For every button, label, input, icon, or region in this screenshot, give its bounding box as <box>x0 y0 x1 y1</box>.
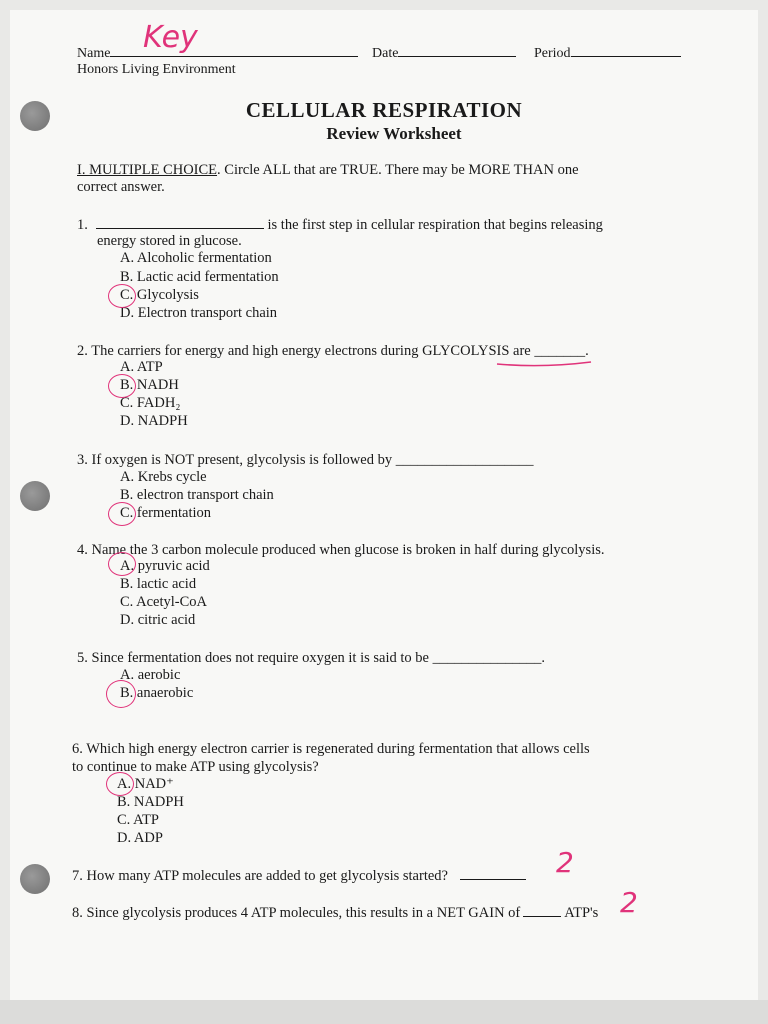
choice-2a[interactable]: A. ATP <box>120 359 163 375</box>
answer-circle <box>106 772 134 796</box>
choice-5a[interactable]: A. aerobic <box>120 667 181 683</box>
question-5 <box>77 650 545 667</box>
choice-2b[interactable]: B. NADH <box>120 377 179 393</box>
underline-mark <box>495 358 595 370</box>
choice-1c[interactable]: C. Glycolysis <box>120 287 199 303</box>
question-text: If oxygen is NOT present, glycolysis is followed by ___________________ <box>91 452 534 468</box>
page-subtitle: Review Worksheet <box>326 124 462 143</box>
choice-4a[interactable]: A. pyruvic acid <box>120 558 210 574</box>
choice-3a[interactable]: A. Krebs cycle <box>120 469 207 485</box>
question-6 <box>72 741 590 758</box>
choice-6a[interactable]: A. NAD⁺ <box>117 776 174 792</box>
question-suffix: ATP's <box>564 905 599 921</box>
question-8 <box>72 904 598 922</box>
choice-4b[interactable]: B. lactic acid <box>120 576 197 592</box>
choice-2d[interactable]: D. NADPH <box>120 413 188 429</box>
answer-circle <box>108 502 136 526</box>
question-text: The carriers for energy and high energy electrons during GLYCOLYSIS are _______. <box>91 343 589 359</box>
class-name: Honors Living Environment <box>77 62 236 77</box>
choice-3c[interactable]: C. fermentation <box>120 505 212 521</box>
choice-1b[interactable]: B. Lactic acid fermentation <box>120 269 279 285</box>
question-text-cont: energy stored in glucose. <box>97 233 242 249</box>
question-3 <box>77 452 533 469</box>
question-text: Since glycolysis produces 4 ATP molecules, this results in a NET GAIN of <box>86 905 521 921</box>
date-label: Date <box>372 46 399 61</box>
question-7 <box>72 867 526 885</box>
choice-3b[interactable]: B. electron transport chain <box>120 487 274 503</box>
answer-circle <box>108 552 136 576</box>
choice-6d[interactable]: D. ADP <box>117 830 163 846</box>
answer-circle <box>108 284 136 308</box>
period-line <box>571 44 681 57</box>
question-text: How many ATP molecules are added to get glycolysis started? <box>86 868 448 884</box>
instructions-text-2: correct answer. <box>77 179 165 195</box>
question-number: 5. <box>77 650 88 666</box>
question-text: Name the 3 carbon molecule produced when glucose is broken in half during glycolysis. <box>91 542 605 558</box>
date-row <box>372 44 516 62</box>
answer-handwritten: 2 <box>620 886 638 919</box>
question-number: 8. <box>72 905 83 921</box>
name-row <box>77 44 358 62</box>
question-number: 3. <box>77 452 88 468</box>
scan-edge <box>0 1000 768 1024</box>
question-text: Which high energy electron carrier is regenerated during fermentation that allows cells <box>86 741 590 757</box>
instructions-text: . Circle ALL that are TRUE. There may be MORE THAN one <box>217 162 579 178</box>
choice-1d[interactable]: D. Electron transport chain <box>120 305 278 321</box>
answer-blank <box>460 867 526 880</box>
period-label: Period <box>534 46 571 61</box>
choice-6b[interactable]: B. NADPH <box>117 794 184 810</box>
question-number: 6. <box>72 741 83 757</box>
choice-1a[interactable]: A. Alcoholic fermentation <box>120 250 272 266</box>
answer-blank <box>523 904 561 917</box>
choice-6c[interactable]: C. ATP <box>117 812 159 828</box>
question-number: 1. <box>77 217 88 233</box>
choice-4d[interactable]: D. citric acid <box>120 612 196 628</box>
instructions <box>77 162 579 179</box>
question-text: Since fermentation does not require oxygen it is said to be _______________. <box>91 650 545 666</box>
question-1 <box>77 216 603 234</box>
binder-hole-middle <box>20 481 50 511</box>
period-row <box>534 44 681 62</box>
name-handwritten: Key <box>143 20 198 55</box>
question-number: 2. <box>77 343 88 359</box>
choice-5b[interactable]: B. anaerobic <box>120 685 194 701</box>
question-text-cont: to continue to make ATP using glycolysis? <box>72 759 319 775</box>
question-4 <box>77 542 605 559</box>
binder-hole-bottom <box>20 864 50 894</box>
choice-4c[interactable]: C. Acetyl-CoA <box>120 594 207 610</box>
answer-circle <box>106 680 136 708</box>
name-label: Name <box>77 46 111 61</box>
question-number: 7. <box>72 868 83 884</box>
choice-2c[interactable]: C. FADH₂ <box>120 395 181 411</box>
answer-handwritten: 2 <box>556 846 574 879</box>
page-title: CELLULAR RESPIRATION <box>245 98 523 122</box>
answer-blank <box>96 216 264 229</box>
answer-circle <box>108 374 136 398</box>
section-heading: I. MULTIPLE CHOICE <box>77 162 218 178</box>
date-line <box>398 44 516 57</box>
question-text: is the first step in cellular respiration that begins releasing <box>267 217 603 233</box>
question-number: 4. <box>77 542 88 558</box>
